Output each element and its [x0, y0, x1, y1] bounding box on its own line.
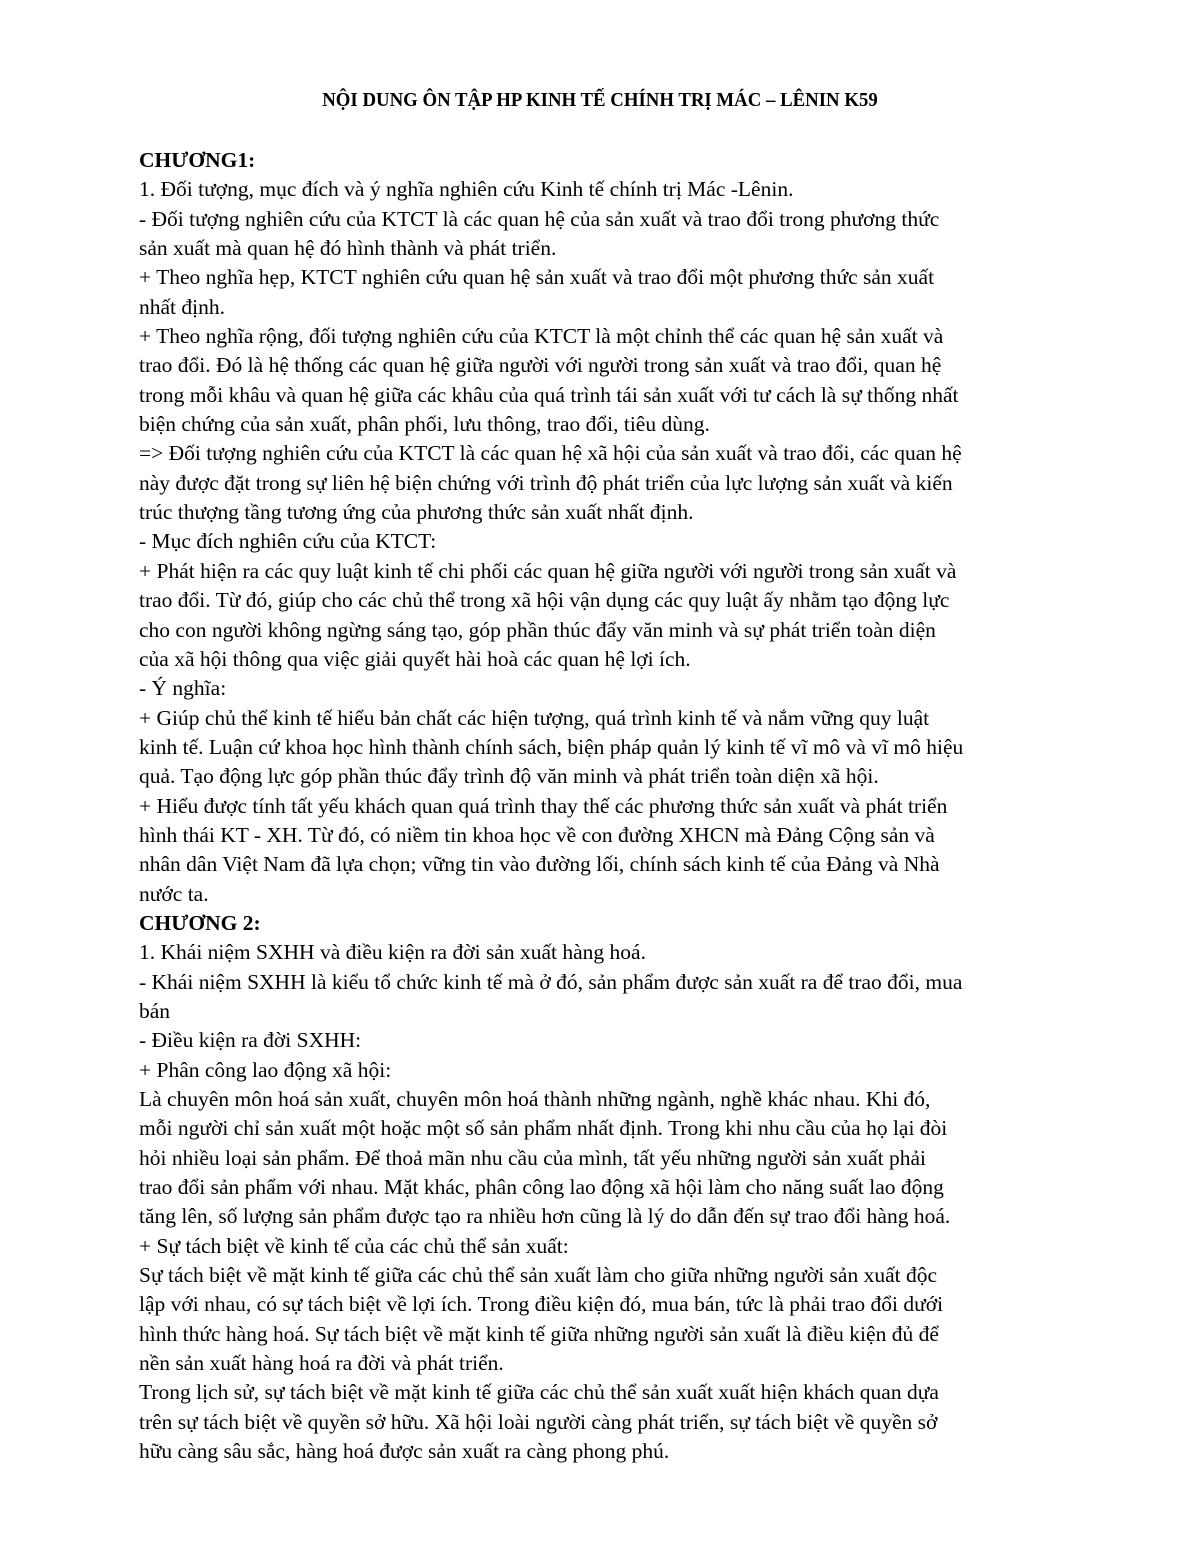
text-line: của xã hội thông qua việc giải quyết hài hoà các quan hệ lợi ích. [139, 646, 691, 671]
text-line: Sự tách biệt về mặt kinh tế giữa các chủ thể sản xuất làm cho giữa những người sản xuất độc [139, 1263, 938, 1288]
text-line: + Hiểu được tính tất yếu khách quan quá trình thay thế các phương thức sản xuất và phát triển [139, 793, 948, 818]
text-line: trúc thượng tầng tương ứng của phương thức sản xuất nhất định. [139, 500, 694, 525]
text-line: bán [139, 998, 171, 1023]
text-line: biện chứng của sản xuất, phân phối, lưu thông, trao đổi, tiêu dùng. [139, 412, 710, 437]
text-line: + Phân công lao động xã hội: [139, 1057, 392, 1082]
text-line: trao đổi. Từ đó, giúp cho các chủ thể trong xã hội vận dụng các quy luật ấy nhằm tạo động lực [139, 588, 950, 613]
text-line: hữu càng sâu sắc, hàng hoá được sản xuất ra càng phong phú. [139, 1439, 670, 1464]
text-line: => Đối tượng nghiên cứu của KTCT là các quan hệ xã hội của sản xuất và trao đổi, các quan hệ [139, 441, 962, 466]
text-line: nền sản xuất hàng hoá ra đời và phát triển. [139, 1351, 504, 1376]
text-line: - Điều kiện ra đời SXHH: [139, 1028, 362, 1053]
text-line: kinh tế. Luận cứ khoa học hình thành chính sách, biện pháp quản lý kinh tế vĩ mô và vĩ mô hiệu [139, 734, 964, 759]
text-line: trên sự tách biệt về quyền sở hữu. Xã hội loài người càng phát triển, sự tách biệt về quyền sở [139, 1409, 938, 1434]
text-line: - Đối tượng nghiên cứu của KTCT là các quan hệ của sản xuất và trao đổi trong phương thức [139, 206, 940, 231]
text-line: - Mục đích nghiên cứu của KTCT: [139, 529, 437, 554]
text-line: nước ta. [139, 881, 209, 906]
text-line: mỗi người chỉ sản xuất một hoặc một số sản phẩm nhất định. Trong khi nhu cầu của họ lại đòi [139, 1116, 948, 1141]
text-line: hỏi nhiều loại sản phẩm. Để thoả mãn nhu cầu của mình, tất yếu những người sản xuất phải [139, 1145, 926, 1170]
document-body [139, 146, 1129, 1466]
text-line: nhân dân Việt Nam đã lựa chọn; vững tin vào đường lối, chính sách kinh tế của Đảng và Nhà [139, 852, 940, 877]
text-line: - Khái niệm SXHH là kiểu tổ chức kinh tế mà ở đó, sản phẩm được sản xuất ra để trao đổi, mua [139, 969, 963, 994]
text-line: quả. Tạo động lực góp phần thúc đẩy trình độ văn minh và phát triển toàn diện xã hội. [139, 764, 879, 789]
text-line: - Ý nghĩa: [139, 676, 227, 701]
text-line: + Phát hiện ra các quy luật kinh tế chi phối các quan hệ giữa người với người trong sản xuất và [139, 558, 957, 583]
text-line: + Theo nghĩa hẹp, KTCT nghiên cứu quan hệ sản xuất và trao đổi một phương thức sản xuất [139, 265, 935, 290]
text-line: trao đổi. Đó là hệ thống các quan hệ giữa người với người trong sản xuất và trao đổi, quan hệ [139, 353, 942, 378]
text-line: sản xuất mà quan hệ đó hình thành và phát triển. [139, 236, 557, 261]
text-line: + Sự tách biệt về kinh tế của các chủ thể sản xuất: [139, 1233, 569, 1258]
text-line: hình thức hàng hoá. Sự tách biệt về mặt kinh tế giữa những người sản xuất là điều kiện đủ để [139, 1321, 939, 1346]
text-line: trong mỗi khâu và quan hệ giữa các khâu của quá trình tái sản xuất với tư cách là sự thống nhất [139, 382, 959, 407]
text-line: này được đặt trong sự liên hệ biện chứng với trình độ phát triển của lực lượng sản xuất và kiến [139, 470, 953, 495]
text-line: lập với nhau, có sự tách biệt về lợi ích. Trong điều kiện đó, mua bán, tức là phải trao đổi dưới [139, 1292, 944, 1317]
text-line: 1. Đối tượng, mục đích và ý nghĩa nghiên cứu Kinh tế chính trị Mác -Lênin. [139, 177, 794, 202]
document-title: NỘI DUNG ÔN TẬP HP KINH TẾ CHÍNH TRỊ MÁC – LÊNIN K59 [322, 89, 878, 111]
text-line: nhất định. [139, 294, 225, 319]
text-line: + Giúp chủ thể kinh tế hiểu bản chất các hiện tượng, quá trình kinh tế và nắm vững quy luật [139, 705, 930, 730]
text-line: hình thái KT - XH. Từ đó, có niềm tin khoa học về con đường XHCN mà Đảng Cộng sản và [139, 822, 935, 847]
text-line: cho con người không ngừng sáng tạo, góp phần thúc đẩy văn minh và sự phát triển toàn diện [139, 617, 936, 642]
text-line: + Theo nghĩa rộng, đối tượng nghiên cứu của KTCT là một chỉnh thể các quan hệ sản xuất và [139, 324, 944, 349]
text-line: Là chuyên môn hoá sản xuất, chuyên môn hoá thành những ngành, nghề khác nhau. Khi đó, [139, 1087, 931, 1111]
chapter-heading: CHƯƠNG1: [139, 148, 256, 172]
text-line: trao đổi sản phẩm với nhau. Mặt khác, phân công lao động xã hội làm cho năng suất lao động [139, 1175, 944, 1200]
text-line: tăng lên, số lượng sản phẩm được tạo ra nhiều hơn cũng là lý do dẫn đến sự trao đổi hàng hoá. [139, 1204, 951, 1229]
text-line: 1. Khái niệm SXHH và điều kiện ra đời sản xuất hàng hoá. [139, 940, 646, 965]
chapter-heading: CHƯƠNG 2: [139, 910, 261, 935]
text-line: Trong lịch sử, sự tách biệt về mặt kinh tế giữa các chủ thể sản xuất xuất hiện khách quan dựa [139, 1380, 939, 1405]
